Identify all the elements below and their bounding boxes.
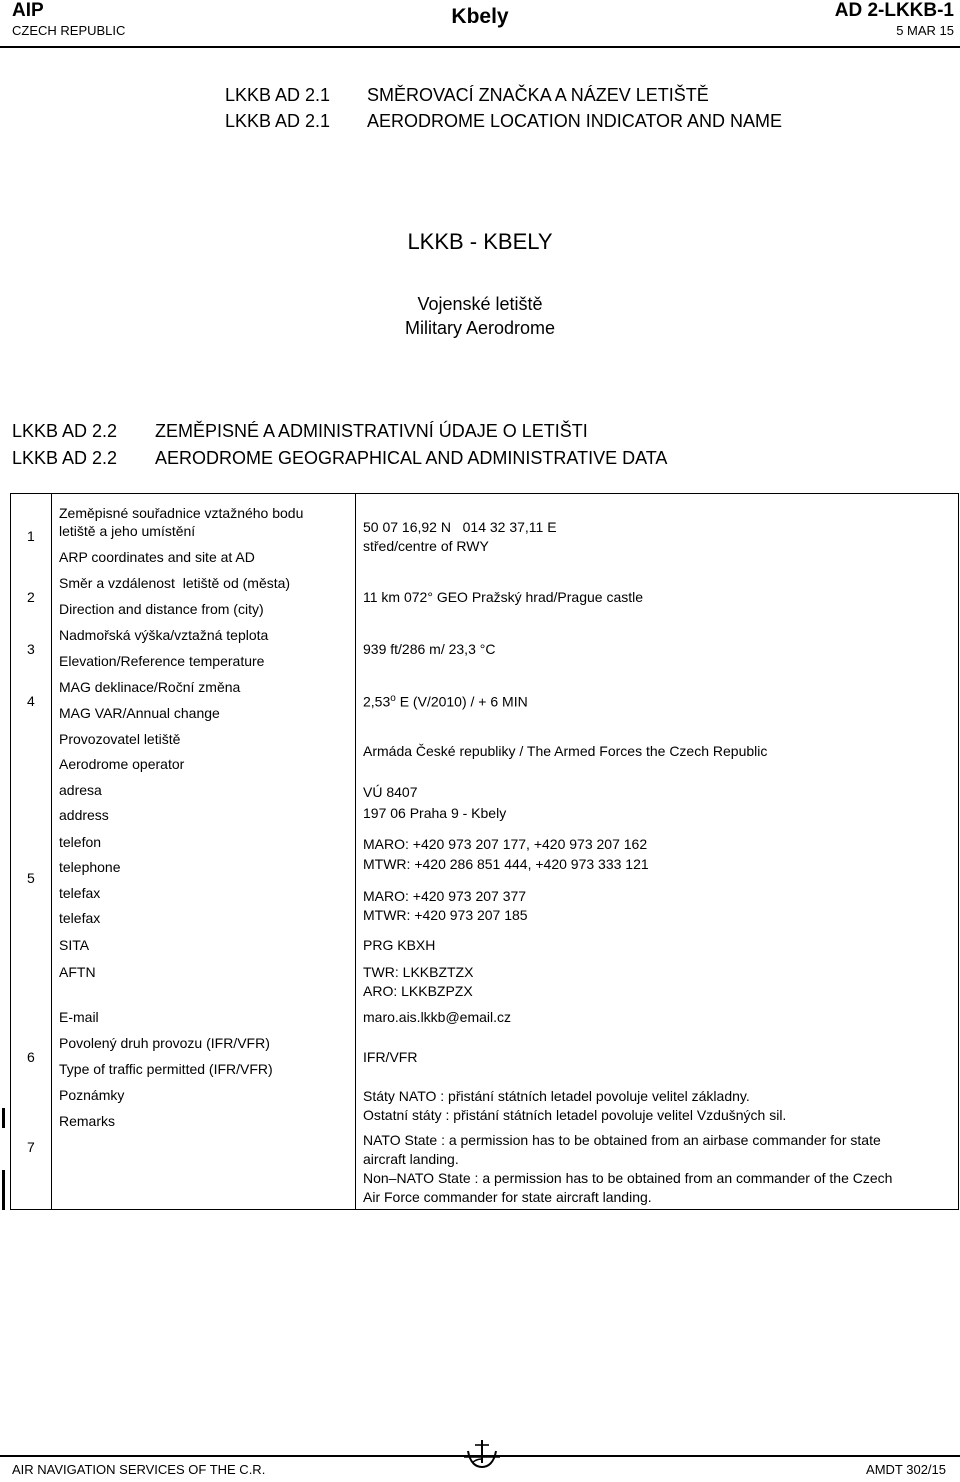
label-cz: telefax xyxy=(59,885,101,901)
value: maro.ais.lkkb@email.cz xyxy=(363,1009,512,1025)
label-en: Aerodrome operator xyxy=(59,756,185,772)
value-part: E (V/2010) / + 6 MIN xyxy=(395,693,528,710)
value: TWR: LKKBZTZX xyxy=(363,964,474,980)
label-cz: telefon xyxy=(59,834,102,850)
aerodrome-type-en: Military Aerodrome xyxy=(404,318,556,338)
section-title: ZEMĚPISNÉ A ADMINISTRATIVNÍ ÚDAJE O LETIŠTI xyxy=(155,421,588,441)
label-en: ARP coordinates and site at AD xyxy=(59,549,255,565)
row-number: 7 xyxy=(27,1139,35,1155)
footer-amendment: AMDT 302/15 xyxy=(866,1462,946,1477)
section-2-2-title-cz xyxy=(12,421,588,442)
header-aip: AIP xyxy=(12,0,44,21)
row-number: 3 xyxy=(27,641,35,657)
value: MTWR: +420 286 851 444, +420 973 333 121 xyxy=(363,856,649,872)
remark-cz: Státy NATO : přistání státních letadel povoluje velitel základny. xyxy=(363,1088,750,1104)
row-number: 4 xyxy=(27,693,35,709)
value: MTWR: +420 973 207 185 xyxy=(363,907,528,923)
value: MARO: +420 973 207 377 xyxy=(363,888,527,904)
label-en: Direction and distance from (city) xyxy=(59,601,264,617)
aerodrome-name: LKKB - KBELY xyxy=(407,229,553,254)
aerodrome-type-cz: Vojenské letiště xyxy=(417,294,543,314)
section-ref: LKKB AD 2.1 xyxy=(225,85,331,105)
section-2-1-title-cz xyxy=(225,85,709,106)
label-cz: adresa xyxy=(59,782,102,798)
value: VÚ 8407 xyxy=(363,784,418,800)
label-cz: MAG deklinace/Roční změna xyxy=(59,679,241,695)
label-en: Remarks xyxy=(59,1113,116,1129)
header-page-id: AD 2-LKKB-1 xyxy=(834,0,954,21)
header-rule xyxy=(0,46,960,48)
remark-en: NATO State : a permission has to be obtained from an airbase commander for state xyxy=(363,1132,881,1148)
column-divider xyxy=(51,494,52,1209)
label-cz: Poznámky xyxy=(59,1087,125,1103)
remark-en: Non–NATO State : a permission has to be obtained from an commander of the Czech xyxy=(363,1170,893,1186)
value: PRG KBXH xyxy=(363,937,436,953)
label-en: Type of traffic permitted (IFR/VFR) xyxy=(59,1061,273,1077)
change-bar xyxy=(2,1170,5,1210)
value-part: 2,53 xyxy=(363,693,391,710)
label-en: telefax xyxy=(59,910,101,926)
label-cz: letiště a jeho umístění xyxy=(59,523,196,539)
value: ARO: LKKBZPZX xyxy=(363,983,473,999)
label: E-mail xyxy=(59,1009,99,1025)
remark-en: Air Force commander for state aircraft landing. xyxy=(363,1189,652,1205)
value: 11 km 072° GEO Pražský hrad/Prague castle xyxy=(363,589,644,605)
header-aerodrome: Kbely xyxy=(451,5,509,28)
label: AFTN xyxy=(59,964,96,980)
row-number: 5 xyxy=(27,870,35,886)
section-2-1-title-en xyxy=(225,111,782,132)
row-number: 1 xyxy=(27,528,35,544)
label-cz: Směr a vzdálenost letiště od (města) xyxy=(59,575,291,591)
section-2-2-title-en xyxy=(12,448,667,469)
ans-cr-logo-icon xyxy=(462,1437,502,1477)
label-en: Elevation/Reference temperature xyxy=(59,653,265,669)
value: 939 ft/286 m/ 23,3 °C xyxy=(363,641,496,657)
value: 197 06 Praha 9 - Kbely xyxy=(363,805,507,821)
value: IFR/VFR xyxy=(363,1049,418,1065)
section-ref: LKKB AD 2.1 xyxy=(225,111,331,131)
label-cz: Zeměpisné souřadnice vztažného bodu xyxy=(59,505,304,521)
section-ref: LKKB AD 2.2 xyxy=(12,448,118,468)
value: střed/centre of RWY xyxy=(363,538,489,554)
label-en: telephone xyxy=(59,859,121,875)
section-title: SMĚROVACÍ ZNAČKA A NÁZEV LETIŠTĚ xyxy=(367,85,709,105)
label: SITA xyxy=(59,937,90,953)
row-number: 6 xyxy=(27,1049,35,1065)
value: MARO: +420 973 207 177, +420 973 207 162 xyxy=(363,836,648,852)
header-date: 5 MAR 15 xyxy=(896,23,954,38)
label-en: MAG VAR/Annual change xyxy=(59,705,220,721)
label-en: address xyxy=(59,807,109,823)
change-bar xyxy=(2,1108,5,1128)
row-number: 2 xyxy=(27,589,35,605)
footer-publisher: AIR NAVIGATION SERVICES OF THE C.R. xyxy=(12,1462,266,1477)
remark-en: aircraft landing. xyxy=(363,1151,459,1167)
header-country: CZECH REPUBLIC xyxy=(12,23,126,38)
section-ref: LKKB AD 2.2 xyxy=(12,421,118,441)
label-cz: Provozovatel letiště xyxy=(59,731,181,747)
value: Armáda České republiky / The Armed Forces the Czech Republic xyxy=(363,743,768,759)
label-cz: Povolený druh provozu (IFR/VFR) xyxy=(59,1035,270,1051)
aerodrome-data-table xyxy=(10,493,959,1210)
label-cz: Nadmořská výška/vztažná teplota xyxy=(59,627,269,643)
value: 50 07 16,92 N 014 32 37,11 E xyxy=(363,519,557,535)
section-title: AERODROME LOCATION INDICATOR AND NAME xyxy=(367,111,783,131)
degree-superscript: o xyxy=(390,693,396,704)
section-title: AERODROME GEOGRAPHICAL AND ADMINISTRATIVE DATA xyxy=(155,448,668,468)
remark-cz: Ostatní státy : přistání státních letadel povoluje velitel Vzdušných sil. xyxy=(363,1107,787,1123)
column-divider xyxy=(355,494,356,1209)
value xyxy=(363,693,528,710)
